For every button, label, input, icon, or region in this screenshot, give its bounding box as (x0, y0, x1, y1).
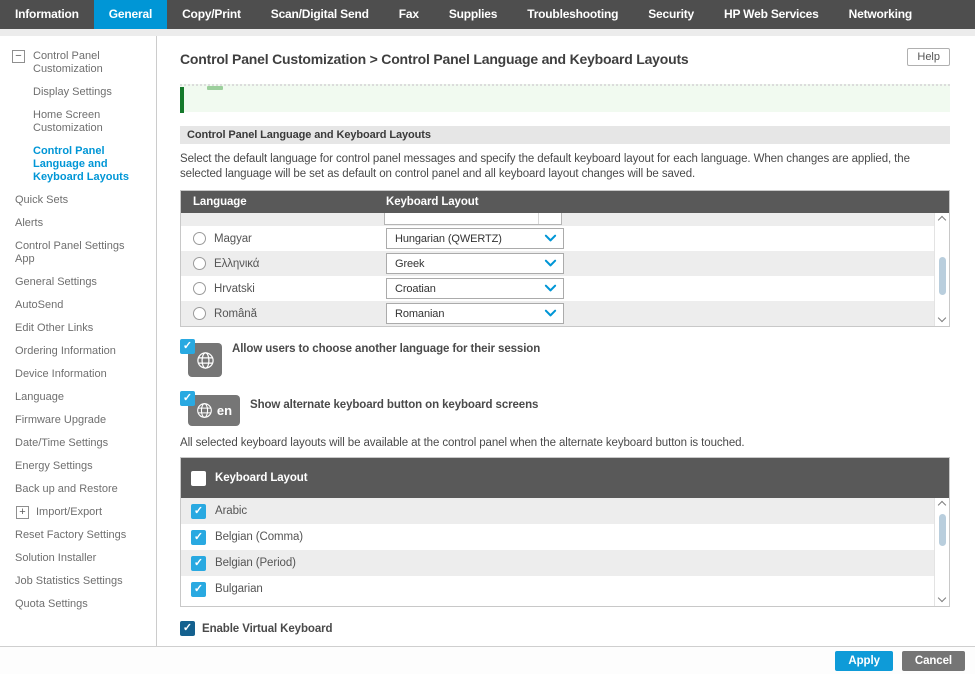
scroll-down-icon[interactable] (938, 596, 946, 604)
sidebar-item-label: Firmware Upgrade (15, 414, 107, 426)
keyboard-layout-label: Bulgarian (215, 583, 263, 595)
sidebar-item-import-export[interactable] (0, 504, 150, 521)
sidebar-item-autosend[interactable] (0, 297, 150, 314)
keyboard-layout-label: Belgian (Comma) (215, 531, 303, 543)
sidebar-item-label: Ordering Information (15, 345, 116, 357)
language-label: Hrvatski (214, 282, 255, 295)
language-row-rom-n (181, 301, 949, 326)
scrollbar-thumb[interactable] (939, 257, 946, 295)
language-table (180, 190, 950, 327)
keyboard-table-header (181, 458, 949, 498)
language-row- (181, 251, 949, 276)
keyboard-layout-label: Arabic (215, 505, 247, 517)
language-radio[interactable] (193, 307, 206, 320)
nav-tab-fax[interactable]: Fax (398, 7, 419, 21)
keyboard-layout-label: Belgian (Period) (215, 557, 296, 569)
keyboard-layout-checkbox[interactable]: ✓ (191, 530, 206, 545)
sidebar-item-control-panel-language-and-keyboard-layouts[interactable] (0, 143, 150, 186)
keyboard-layout-select[interactable] (386, 253, 564, 274)
nav-tab-information[interactable]: Information (15, 7, 79, 21)
sidebar-item-label: Home Screen Customization (33, 109, 103, 134)
scrollbar-thumb[interactable] (939, 514, 946, 546)
section-description: Select the default language for control panel messages and specify the default keyboard layout for each language. When changes are applied, the selected language will be set as default on control panel and all keyboard layout changes will be saved. (180, 153, 910, 180)
expand-icon[interactable]: + (16, 506, 29, 519)
main-content (157, 36, 975, 646)
keyboard-layout-select-partial[interactable] (384, 213, 562, 225)
keyboard-row-belgian-period (181, 550, 949, 576)
language-table-header (181, 191, 949, 213)
selected-row-accent-bar (180, 87, 184, 113)
selected-layout-label: Hungarian (QWERTZ) (395, 232, 502, 245)
language-row-magyar (181, 226, 949, 251)
nav-tab-security[interactable]: Security (648, 7, 694, 21)
keyboard-table-body (181, 498, 949, 606)
sidebar-item-language[interactable] (0, 389, 150, 406)
sidebar-item-quick-sets[interactable] (0, 192, 150, 209)
sidebar-item-display-settings[interactable] (0, 84, 150, 101)
sidebar-item-label: Language (15, 391, 64, 403)
sidebar-item-firmware-upgrade[interactable] (0, 412, 150, 429)
option-alternate-keyboard (180, 389, 950, 431)
sidebar-item-label: Date/Time Settings (15, 437, 109, 449)
en-badge: en (216, 403, 233, 418)
sidebar-item-label: Back up and Restore (15, 483, 118, 495)
sidebar-item-device-information[interactable] (0, 366, 150, 383)
selected-row-marker (207, 86, 223, 90)
keyboard-layout-checkbox[interactable]: ✓ (191, 556, 206, 571)
sidebar-item-label: General Settings (15, 276, 97, 288)
column-header-language: Language (193, 196, 247, 208)
sidebar-item-control-panel-customization[interactable] (0, 48, 150, 78)
selected-layout-label: Romanian (395, 307, 445, 320)
keyboard-layout-select[interactable] (386, 278, 564, 299)
language-label: Magyar (214, 232, 252, 245)
sidebar-item-general-settings[interactable] (0, 274, 150, 291)
keyboard-layout-select[interactable] (386, 228, 564, 249)
nav-tab-supplies[interactable]: Supplies (448, 7, 498, 21)
sidebar-item-label: AutoSend (15, 299, 64, 311)
sidebar-item-alerts[interactable] (0, 215, 150, 232)
nav-tab-hp-web-services[interactable]: HP Web Services (724, 7, 819, 21)
sidebar-item-label: Quota Settings (15, 598, 88, 610)
alternate-keyboard-checkbox[interactable]: ✓ (180, 391, 195, 406)
collapse-icon[interactable]: − (12, 50, 25, 63)
scroll-up-icon[interactable] (938, 215, 946, 223)
language-table-body (181, 213, 949, 326)
language-radio[interactable] (193, 232, 206, 245)
nav-tab-networking[interactable]: Networking (848, 7, 912, 21)
allow-language-checkbox[interactable]: ✓ (180, 339, 195, 354)
table-row-partial (181, 213, 949, 226)
language-label: Ελληνικά (214, 257, 260, 270)
sidebar-item-back-up-and-restore[interactable] (0, 481, 150, 498)
chevron-down-icon (544, 309, 557, 318)
sidebar-item-label: Quick Sets (15, 194, 69, 206)
virtual-keyboard-label: Enable Virtual Keyboard (202, 622, 333, 635)
nav-tab-troubleshooting[interactable]: Troubleshooting (527, 7, 619, 21)
virtual-keyboard-checkbox[interactable]: ✓ (180, 621, 195, 636)
option-allow-language-choice (180, 337, 950, 379)
keyboard-layout-checkbox[interactable]: ✓ (191, 582, 206, 597)
nav-tab-copy-print[interactable]: Copy/Print (182, 7, 241, 21)
sidebar-item-label: Solution Installer (15, 552, 97, 564)
apply-button[interactable]: Apply (835, 651, 892, 671)
keyboard-layout-checkbox[interactable]: ✓ (191, 504, 206, 519)
sidebar-item-edit-other-links[interactable] (0, 320, 150, 337)
virtual-keyboard-option (180, 621, 950, 636)
chevron-down-icon (544, 259, 557, 268)
content-header (180, 48, 950, 80)
sidebar-item-label: Energy Settings (15, 460, 93, 472)
selected-layout-label: Croatian (395, 282, 436, 295)
top-nav (0, 0, 975, 29)
keyboard-row-bulgarian (181, 576, 949, 602)
sidebar-item-home-screen-customization[interactable] (0, 107, 150, 137)
sidebar-item-label: Job Statistics Settings (15, 575, 123, 587)
alternate-keyboard-label: Show alternate keyboard button on keyboard screens (250, 399, 539, 411)
sidebar-item-reset-factory-settings[interactable] (0, 527, 150, 544)
sidebar-item-label: Control Panel Language and Keyboard Layouts (33, 145, 129, 183)
sidebar-item-solution-installer[interactable] (0, 550, 150, 567)
sidebar-item-label: Control Panel Customization (33, 50, 103, 75)
sidebar-item-control-panel-settings-app[interactable] (0, 238, 150, 268)
footer-bar (0, 646, 975, 674)
sidebar-item-label: Alerts (15, 217, 44, 229)
nav-tab-general[interactable]: General (94, 0, 167, 29)
keyboard-note: All selected keyboard layouts will be available at the control panel when the alternate keyboard button is touched. (180, 437, 745, 449)
keyboard-layout-table (180, 457, 950, 607)
sidebar-item-ordering-information[interactable] (0, 343, 150, 360)
sidebar-item-quota-settings[interactable] (0, 596, 150, 613)
sidebar-nav (0, 36, 157, 646)
scroll-up-icon[interactable] (938, 500, 946, 508)
sidebar-item-label: Display Settings (33, 86, 112, 98)
keyboard-table-scrollbar[interactable] (934, 498, 949, 606)
language-row-hrvatski (181, 276, 949, 301)
sidebar-item-label: Import/Export (36, 506, 103, 518)
sidebar-item-energy-settings[interactable] (0, 458, 150, 475)
sidebar-item-label: Reset Factory Settings (15, 529, 127, 541)
body-row (0, 36, 975, 646)
nav-tab-scan-digital-send[interactable]: Scan/Digital Send (270, 7, 369, 21)
chevron-down-icon (544, 234, 557, 243)
globe-en-icon (188, 395, 240, 426)
language-label: Română (214, 307, 257, 320)
sidebar-item-job-statistics-settings[interactable] (0, 573, 150, 590)
cancel-button[interactable]: Cancel (902, 651, 965, 671)
scroll-down-icon[interactable] (938, 316, 946, 324)
selected-layout-label: Greek (395, 257, 425, 270)
allow-language-label: Allow users to choose another language for their session (232, 343, 541, 355)
sidebar-item-date-time-settings[interactable] (0, 435, 150, 452)
language-table-scrollbar[interactable] (934, 213, 949, 326)
keyboard-row-arabic (181, 498, 949, 524)
sidebar-item-label: Edit Other Links (15, 322, 94, 334)
section-header: Control Panel Language and Keyboard Layouts (180, 126, 950, 144)
subnav-strip (0, 29, 975, 36)
chevron-down-icon (544, 284, 557, 293)
help-button[interactable]: Help (907, 48, 950, 66)
keyboard-row-belgian-comma (181, 524, 949, 550)
selected-language-row-partial (180, 84, 950, 112)
breadcrumb: Control Panel Customization > Control Panel Language and Keyboard Layouts (180, 51, 689, 67)
language-radio[interactable] (193, 282, 206, 295)
sidebar-item-label: Device Information (15, 368, 107, 380)
column-header-keyboard-layout: Keyboard Layout (386, 196, 479, 208)
sidebar-item-label: Control Panel Settings App (15, 240, 125, 265)
keyboard-layout-select[interactable] (386, 303, 564, 324)
keyboard-table-header-label: Keyboard Layout (215, 472, 308, 484)
select-all-keyboards-checkbox[interactable] (191, 471, 206, 486)
language-radio[interactable] (193, 257, 206, 270)
